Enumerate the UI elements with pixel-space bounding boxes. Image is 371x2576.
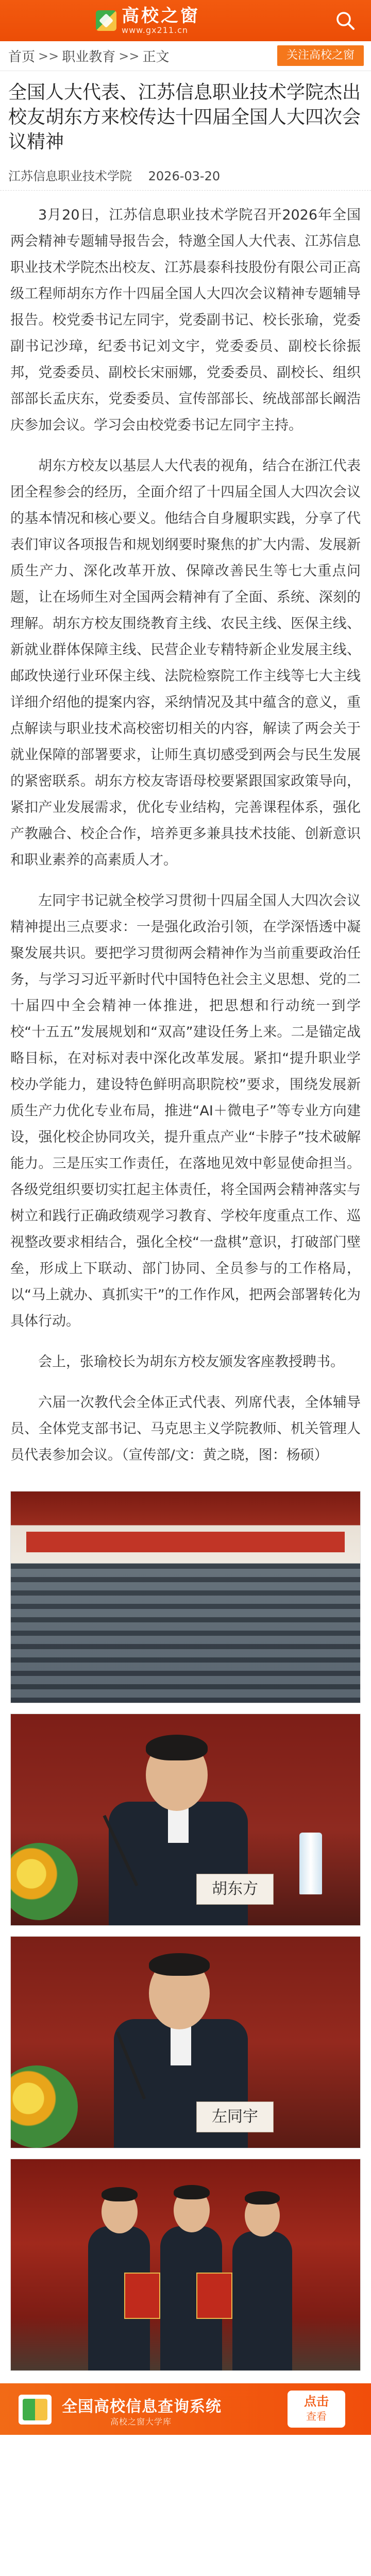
speaker-hair <box>146 1735 208 1760</box>
flower-arrangement <box>10 1843 78 1920</box>
breadcrumb-home[interactable]: 首页 <box>8 49 36 65</box>
search-button[interactable] <box>335 10 356 31</box>
book-icon <box>19 2395 52 2425</box>
host-hair <box>149 1953 210 1976</box>
article-paragraph: 胡东方校友以基层人大代表的视角，结合在浙江代表团全程参会的经历，全面介绍了十四届全国人大四次会议的基本情况和核心要义。他结合自身履职实践，分享了代表们审议各项报告和规划纲要时聚焦的扩大内需、发展新质生产力、深化改革开放、保障改善民生等七大重点问题，让在场师生对全国两会精神有了全面、系统、深刻的理解。胡东方校友围绕教育主线、农民主线、医保主线、新就业群体保障主线、民营企业专精特新企业发展主线、邮政快递行业环保主线、法院检察院工作主线等七大主线详细介绍他的提案内容，采纳情况及其中蕴含的意义，重点解读与职业技术高校密切相关的内容，解读了两会关于就业保障的部署要求，让师生真切感受到两会与民生发展的紧密联系。胡东方校友寄语母校要紧跟国家政策导向，紧扣产业发展需求，优化专业结构，完善课程体系，强化产教融合、校企合作，培养更多兼具技术技能、创新意识和职业素养的高素质人才。 <box>10 458 361 868</box>
speaker-nameplate: 胡东方 <box>196 1874 274 1905</box>
flower-arrangement <box>10 2065 78 2148</box>
article-meta <box>0 159 371 191</box>
query-system-banner[interactable] <box>0 2383 371 2435</box>
logo-icon <box>96 10 116 31</box>
site-url: www.gx211.cn <box>122 25 189 35</box>
search-icon <box>335 10 356 31</box>
article-date: 2026-03-20 <box>148 169 221 183</box>
article-paragraph: 3月20日，江苏信息职业技术学院召开2026年全国两会精神专题辅导报告会，特邀全国人大代表、江苏信息职业技术学院杰出校友、江苏晨泰科技股份有限公司正高级工程师胡东方作十四届全国人大四次会议精神专题辅导报告。校党委书记左同宇，党委副书记、校长张瑜，党委副书记沙璋，纪委书记刘文宇，党委委员、副校长徐振邦，党委委员、副校长宋丽娜，党委委员、副校长、组织部部长孟庆东，党委委员、宣传部部长、统战部部长阚浩庆参加会议。学习会由校党委书记左同宇主持。 <box>10 207 361 433</box>
host-photo[interactable] <box>10 1936 361 2148</box>
person-left-hair <box>102 2187 138 2201</box>
article-body <box>0 202 371 1468</box>
breadcrumb-separator: >> <box>38 48 59 63</box>
banner-view-button[interactable] <box>288 2391 345 2428</box>
award-photo[interactable] <box>10 2159 361 2371</box>
follow-button[interactable]: 关注高校之窗 <box>277 45 364 66</box>
site-header <box>0 0 371 41</box>
breadcrumb-current: 正文 <box>142 49 170 65</box>
banner-button-line1: 点击 <box>304 2394 329 2409</box>
banner-title: 全国高校信息查询系统 <box>62 2398 222 2416</box>
article-source: 江苏信息职业技术学院 <box>8 169 132 183</box>
stage-banner <box>26 1532 345 1552</box>
water-bottle <box>299 1833 322 1894</box>
banner-button-line2: 查看 <box>306 2410 327 2422</box>
person-middle-hair <box>174 2185 210 2199</box>
breadcrumb <box>0 41 371 71</box>
speaker-photo[interactable] <box>10 1714 361 1926</box>
breadcrumb-category[interactable]: 职业教育 <box>62 49 116 65</box>
article-paragraph: 六届一次教代会全体正式代表、列席代表，全体辅导员、全体党支部书记、马克思主义学院教师、机关管理人员代表参加会议。（宣传部/文：黄之晓，图：杨硕） <box>10 1395 361 1463</box>
meeting-hall-photo[interactable] <box>10 1491 361 1703</box>
certificate <box>196 2273 232 2319</box>
person-right-suit <box>232 2231 292 2371</box>
site-name: 高校之窗 <box>122 6 200 26</box>
article-paragraph: 会上，张瑜校长为胡东方校友颁发客座教授聘书。 <box>38 1354 344 1370</box>
host-nameplate: 左同宇 <box>196 2102 274 2132</box>
breadcrumb-separator: >> <box>119 48 140 63</box>
photo-gallery <box>0 1491 371 2371</box>
site-logo[interactable] <box>96 6 200 35</box>
certificate <box>124 2273 160 2319</box>
banner-subtitle: 高校之窗大学库 <box>110 2417 172 2427</box>
audience-rows <box>11 1564 360 1703</box>
article-paragraph: 左同宇书记就全校学习贯彻十四届全国人大四次会议精神提出三点要求：一是强化政治引领，在学深悟透中凝聚发展共识。要把学习贯彻两会精神作为当前重要政治任务，与学习习近平新时代中国特色社会主义思想、党的二十届四中全会精神一体推进，把思想和行动统一到学校“十五五”发展规划和“双高”建设任务上来。二是锚定战略目标，在对标对表中深化改革发展。紧扣“提升职业学校办学能力，建设特色鲜明高职院校”要求，围绕发展新质生产力优化专业布局，推进“AI＋微电子”等专业方向建设，强化校企协同攻关，提升重点产业“卡脖子”技术破解能力。三是压实工作责任，在落地见效中彰显使命担当。各级党组织要切实扛起主体责任，将全国两会精神落实与树立和践行正确政绩观学习教育、学校年度重点工作、巡视整改要求相结合，强化全校“一盘棋”意识，打破部门壁垒，形成上下联动、部门协同、全员参与的工作格局，以“马上就办、真抓实干”的工作作风，把两会部署转化为具体行动。 <box>10 893 361 1329</box>
article-title: 全国人大代表、江苏信息职业技术学院杰出校友胡东方来校传达十四届全国人大四次会议精神 <box>8 82 361 152</box>
person-right-hair <box>245 2191 280 2205</box>
